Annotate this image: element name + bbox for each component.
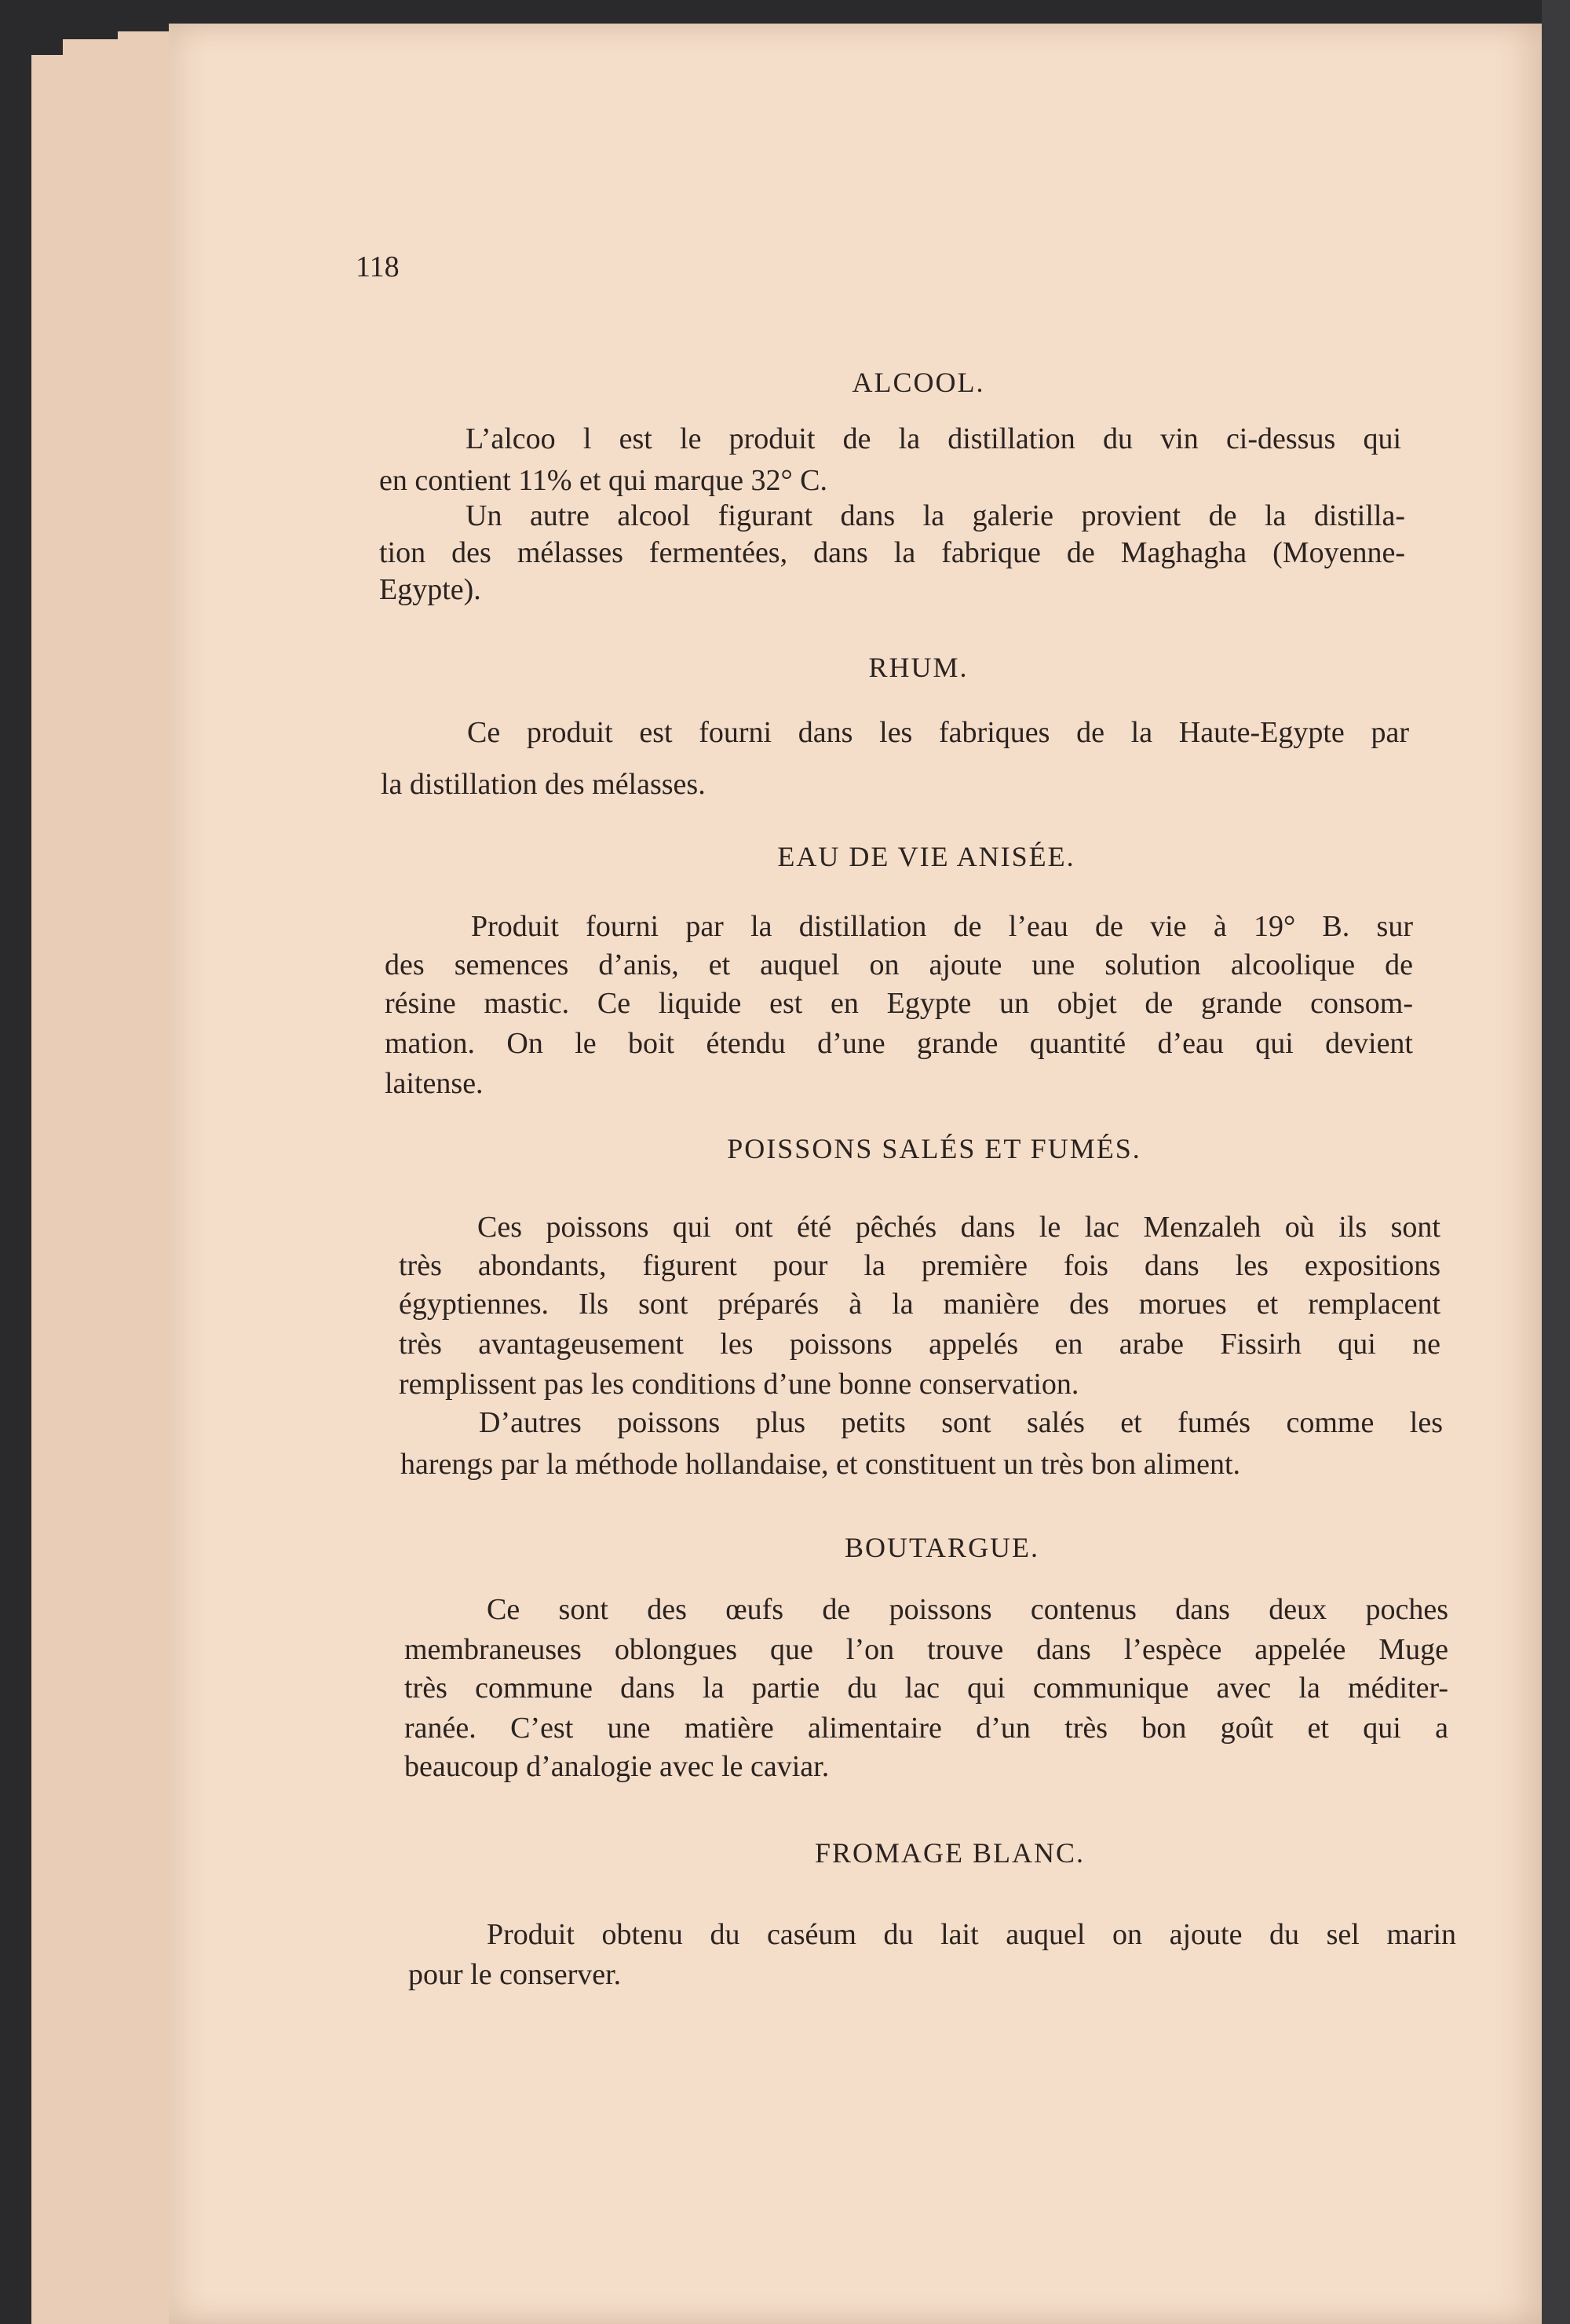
text-line: résine mastic. Ce liquide est en Egypte un objet de grande consom- [385, 987, 1413, 1020]
text-line: la distillation des mélasses. [381, 768, 706, 801]
text-line: ranée. C’est une matière alimentaire d’un très bon goût et qui a [404, 1712, 1448, 1745]
text-line: en contient 11% et qui marque 32° C. [379, 464, 827, 497]
text-line: D’autres poissons plus petits sont salés et fumés comme les [479, 1406, 1443, 1439]
section-heading: RHUM. [868, 652, 969, 683]
text-line: très abondants, figurent pour la première fois dans les expositions [399, 1249, 1440, 1282]
text-line: mation. On le boit étendu d’une grande quantité d’eau qui devient [385, 1027, 1413, 1060]
section-heading: BOUTARGUE. [844, 1532, 1040, 1563]
page-number: 118 [356, 250, 400, 283]
text-line: Ce sont des œufs de poissons contenus dans deux poches [487, 1593, 1448, 1626]
text-line: Produit obtenu du caséum du lait auquel on ajoute du sel marin [487, 1918, 1456, 1951]
text-line: Produit fourni par la distillation de l’eau de vie à 19° B. sur [471, 910, 1413, 943]
text-line: Egypte). [379, 573, 481, 606]
section-heading: EAU DE VIE ANISÉE. [777, 841, 1075, 872]
text-line: très commune dans la partie du lac qui communique avec la méditer- [404, 1672, 1448, 1705]
text-line: L’alcoo l est le produit de la distillation du vin ci-dessus qui [466, 422, 1401, 455]
text-line: des semences d’anis, et auquel on ajoute une solution alcoolique de [385, 948, 1413, 981]
section-heading: ALCOOL. [852, 367, 985, 398]
scan-border [1542, 0, 1570, 2324]
text-line: Un autre alcool figurant dans la galerie provient de la distilla- [466, 499, 1405, 532]
text-line: remplissent pas les conditions d’une bonne conservation. [399, 1368, 1079, 1401]
text-line: laitense. [385, 1067, 484, 1100]
text-line: membraneuses oblongues que l’on trouve dans l’espèce appelée Muge [404, 1633, 1448, 1666]
section-heading: FROMAGE BLANC. [814, 1837, 1086, 1869]
text-line: très avantageusement les poissons appelés en arabe Fissirh qui ne [399, 1328, 1440, 1361]
text-line: Ces poissons qui ont été pêchés dans le lac Menzaleh où ils sont [477, 1211, 1440, 1244]
text-line: pour le conserver. [408, 1958, 622, 1991]
text-line: Ce produit est fourni dans les fabriques de la Haute-Egypte par [467, 716, 1409, 749]
text-line: tion des mélasses fermentées, dans la fabrique de Maghagha (Moyenne- [379, 536, 1405, 569]
text-line: égyptiennes. Ils sont préparés à la manière des morues et remplacent [399, 1288, 1440, 1321]
section-heading: POISSONS SALÉS ET FUMÉS. [727, 1133, 1141, 1164]
text-line: beaucoup d’analogie avec le caviar. [404, 1750, 830, 1783]
text-line: harengs par la méthode hollandaise, et constituent un très bon aliment. [400, 1448, 1241, 1481]
